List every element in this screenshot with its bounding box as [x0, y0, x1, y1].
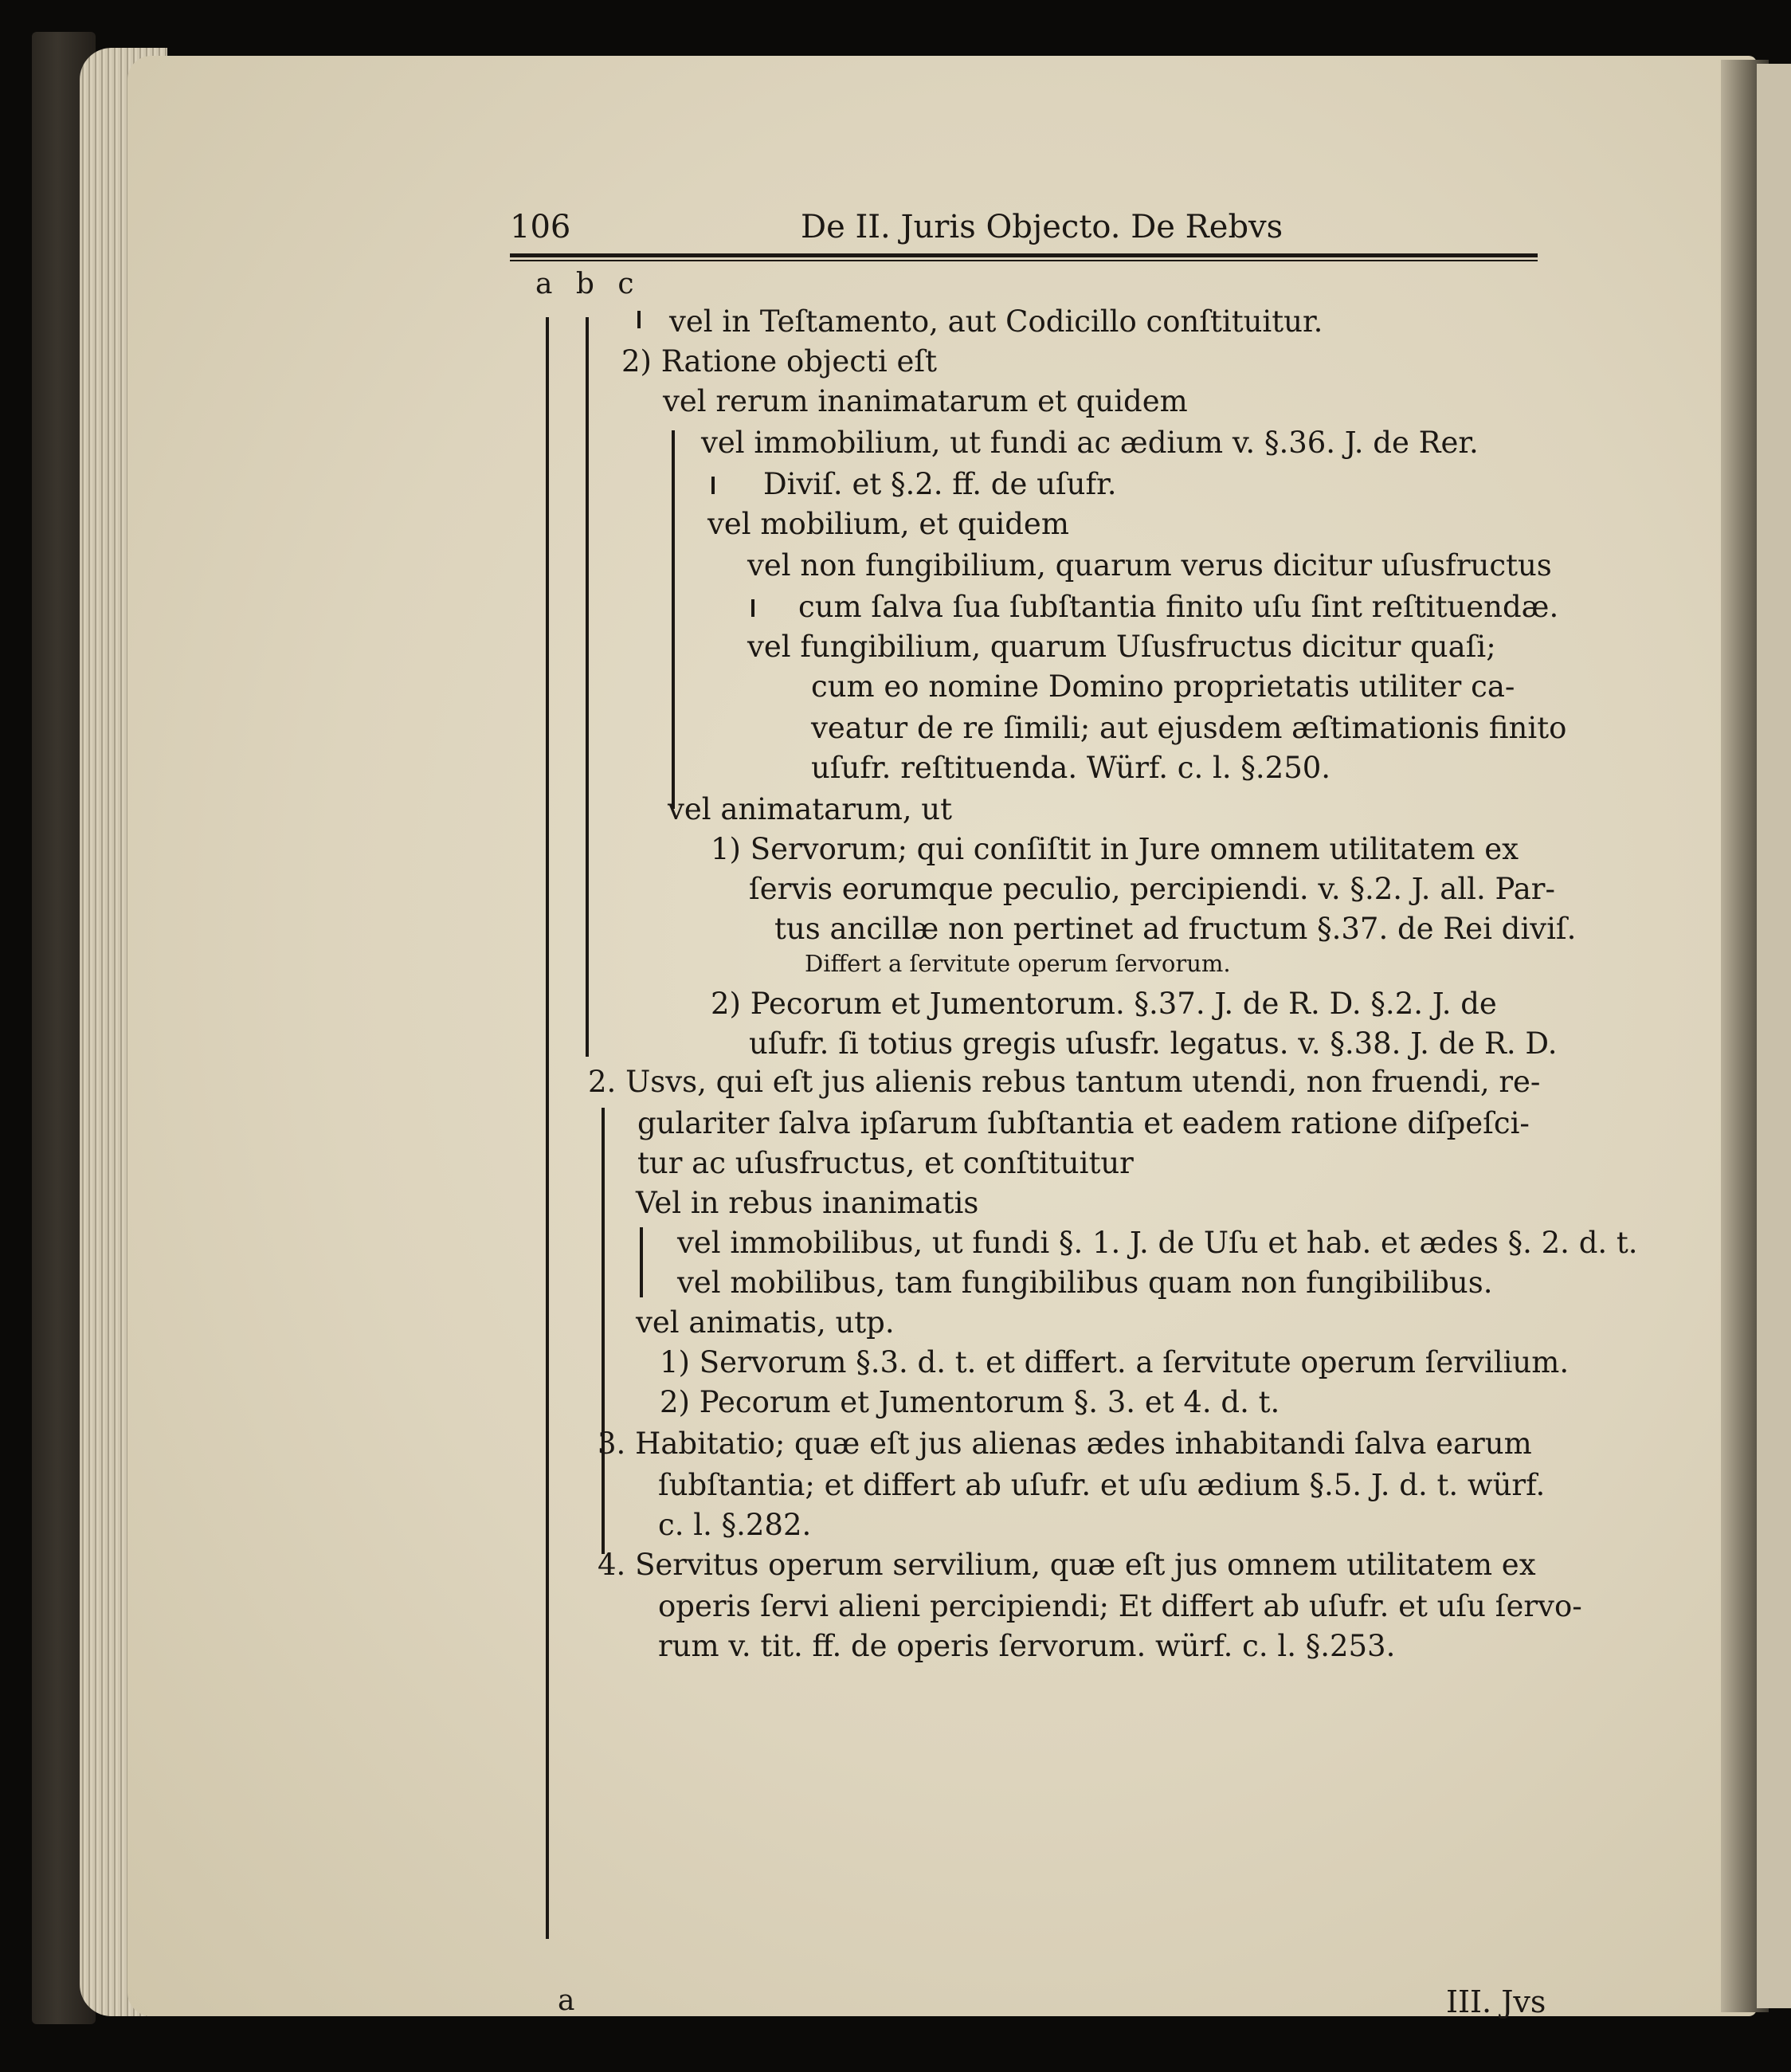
text-line: vel fungibilium, quarum Uſusfructus dicitur quaſi; [747, 630, 1496, 664]
text-line: uſufr. reſtituenda. Würf. c. l. §.250. [811, 751, 1331, 785]
text-line: uſufr. ſi totius gregis uſusfr. legatus. v. §.38. J. de R. D. [749, 1026, 1558, 1061]
text-line: vel animatarum, ut [668, 792, 953, 826]
column-letters: a b c [535, 268, 634, 300]
text-line: cum eo nomine Domino proprietatis utiliter ca- [811, 669, 1515, 704]
text-line: vel animatis, utp. [636, 1305, 895, 1340]
text-line: ſubſtantia; et differt ab uſufr. et uſu ædium §.5. J. d. t. würf. [658, 1468, 1546, 1502]
text-line: 4. Servitus operum servilium, quæ eſt jus omnem utilitatem ex [598, 1548, 1536, 1582]
text-line: ſervis eorumque peculio, percipiendi. v. §.2. J. all. Par- [749, 872, 1555, 906]
page-number: 106 [510, 209, 571, 245]
text-line: veatur de re ſimili; aut ejusdem æſtimationis finito [811, 711, 1567, 745]
text-line: 2) Pecorum et Jumentorum §. 3. et 4. d. t. [660, 1385, 1280, 1419]
text-line: 2) Pecorum et Jumentorum. §.37. J. de R. D. §.2. J. de [711, 987, 1497, 1021]
text-line: vel in Teſtamento, aut Codicillo conſtituitur. [669, 304, 1323, 339]
text-line: vel immobilibus, ut fundi §. 1. J. de Uſu et hab. et ædes §. 2. d. t. [677, 1226, 1638, 1260]
text-line: Vel in rebus inanimatis [636, 1186, 979, 1220]
text-line: vel immobilium, ut fundi ac ædium v. §.36. J. de Rer. [701, 426, 1479, 460]
signature-mark: a [558, 1984, 575, 2017]
text-line: vel non fungibilium, quarum verus dicitur uſusfructus [747, 548, 1552, 583]
text-line: tus ancillæ non pertinet ad fructum §.37. de Rei diviſ. [774, 912, 1577, 946]
text-line: vel mobilium, et quidem [707, 507, 1069, 541]
running-title: De II. Juris Objecto. De Rebvs [801, 209, 1283, 245]
text-line: Diviſ. et §.2. ff. de uſufr. [763, 467, 1117, 501]
text-line: 1) Servorum §.3. d. t. et differt. a ſervitute operum ſervilium. [660, 1345, 1570, 1379]
text-line: c. l. §.282. [658, 1508, 812, 1542]
text-line: Differt a ſervitute operum ſervorum. [805, 950, 1231, 977]
text-line: 2) Ratione objecti eſt [621, 344, 937, 379]
text-line: 1) Servorum; qui conſiſtit in Jure omnem utilitatem ex [711, 832, 1519, 866]
text-line: vel rerum inanimatarum et quidem [663, 384, 1188, 418]
text-line: rum v. tit. ff. de operis ſervorum. würf. c. l. §.253. [658, 1629, 1396, 1663]
text-line: cum ſalva ſua ſubſtantia finito uſu ſint reſtituendæ. [798, 590, 1559, 624]
catchword: III. Jvs [1446, 1984, 1546, 2019]
text-line: gulariter ſalva ipſarum ſubſtantia et eadem ratione diſpeſci- [637, 1106, 1530, 1140]
text-line: 2. Usvs, qui eſt jus alienis rebus tantum utendi, non fruendi, re- [588, 1065, 1541, 1099]
text-line: tur ac uſusfructus, et conſtituitur [637, 1146, 1134, 1180]
text-line: 3. Habitatio; quæ eſt jus alienas ædes inhabitandi ſalva earum [598, 1426, 1532, 1461]
text-line: operis ſervi alieni percipiendi; Et differt ab uſufr. et uſu ſervo- [658, 1589, 1582, 1623]
text-line: vel mobilibus, tam fungibilibus quam non fungibilibus. [677, 1266, 1493, 1300]
